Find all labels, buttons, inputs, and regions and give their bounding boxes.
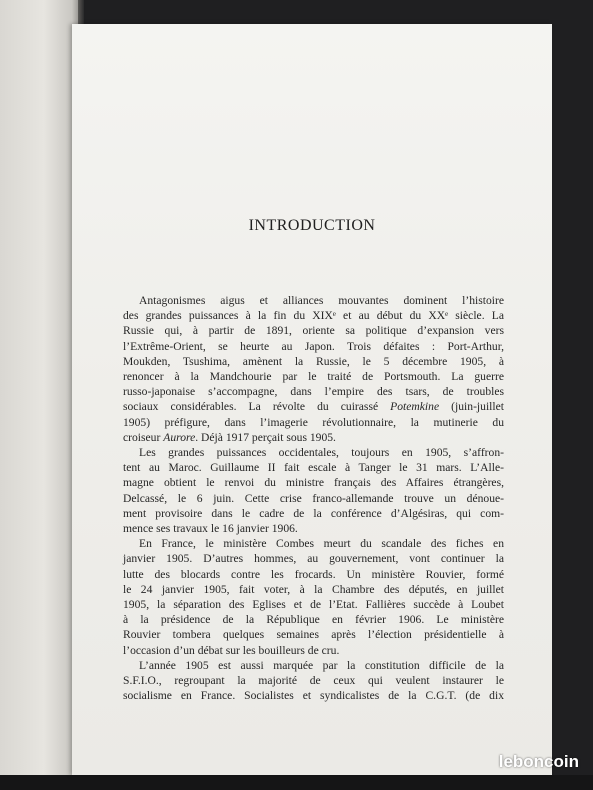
text-line: Les grandes puissances occidentales, toujours en 1905, s’affron-	[139, 446, 504, 460]
text-line: 1905, la séparation des Eglises et de l’Etat. Fallières succède à Loubet	[123, 598, 504, 612]
text-line: Russie qui, à partir de 1891, oriente sa politique d’expansion vers	[123, 324, 504, 338]
text-line: croiseur Aurore. Déjà 1917 perçait sous 1905.	[123, 430, 336, 444]
text-line: magne obtient le renvoi du ministre français des Affaires étrangères,	[123, 476, 504, 490]
text-line: mence ses travaux le 16 janvier 1906.	[123, 522, 298, 536]
body-text	[123, 293, 504, 703]
text-line: renoncer à la Mandchourie par le traité de Portsmouth. La guerre	[123, 370, 504, 384]
text-line: Rouvier tombera quelques semaines après l’élection présidentielle à	[123, 628, 504, 642]
text-line: le 24 janvier 1905, fait voter, à la Chambre des députés, en juillet	[123, 582, 504, 596]
left-page	[0, 0, 80, 790]
book-page	[72, 24, 552, 775]
text-line: sociaux considérables. La révolte du cuirassé Potemkine (juin-juillet	[123, 400, 504, 414]
text-line: lutte des blocards contre les frocards. Un ministère Rouvier, formé	[123, 567, 504, 581]
text-line: à la présidence de la République en février 1906. Le ministère	[123, 613, 504, 627]
text-line: S.F.I.O., regroupant la majorité de ceux qui veulent instaurer le	[123, 674, 504, 688]
text-line: des grandes puissances à la fin du XIXᵉ et au début du XXᵉ siècle. La	[123, 309, 504, 323]
background-shadow	[0, 775, 593, 790]
text-line: russo-japonaise s’accompagne, dans l’empire des tsars, de troubles	[123, 385, 504, 399]
text-line: janvier 1905. D’autres hommes, au gouvernement, vont continuer la	[123, 552, 504, 566]
text-line: l’Extrême-Orient, se heurte au Japon. Trois défaites : Port-Arthur,	[123, 339, 504, 353]
chapter-title: INTRODUCTION	[248, 217, 376, 234]
text-line: l’occasion d’un débat sur les bouilleurs de cru.	[123, 643, 340, 657]
text-line: En France, le ministère Combes meurt du scandale des fiches en	[139, 537, 504, 551]
text-line: Moukden, Tsushima, amènent la Russie, le 5 décembre 1905, à	[123, 354, 504, 368]
text-line: Antagonismes aigus et alliances mouvantes dominent l’histoire	[139, 294, 504, 307]
text-line: socialisme en France. Socialistes et syndicalistes de la C.G.T. (de dix	[123, 689, 504, 703]
text-line: 1905) préfigure, dans l’imagerie révolutionnaire, la mutinerie du	[123, 415, 504, 429]
text-line: L’année 1905 est aussi marquée par la constitution difficile de la	[139, 658, 504, 672]
text-line: tent au Maroc. Guillaume II fait escale à Tanger le 31 mars. L’Alle-	[123, 461, 504, 475]
text-line: ment provisoire dans le cadre de la conférence d’Algésiras, qui com-	[123, 506, 504, 520]
text-line: Delcassé, le 6 juin. Cette crise franco-allemande trouve un dénoue-	[123, 491, 504, 505]
watermark-logo: leboncoin	[498, 752, 579, 771]
